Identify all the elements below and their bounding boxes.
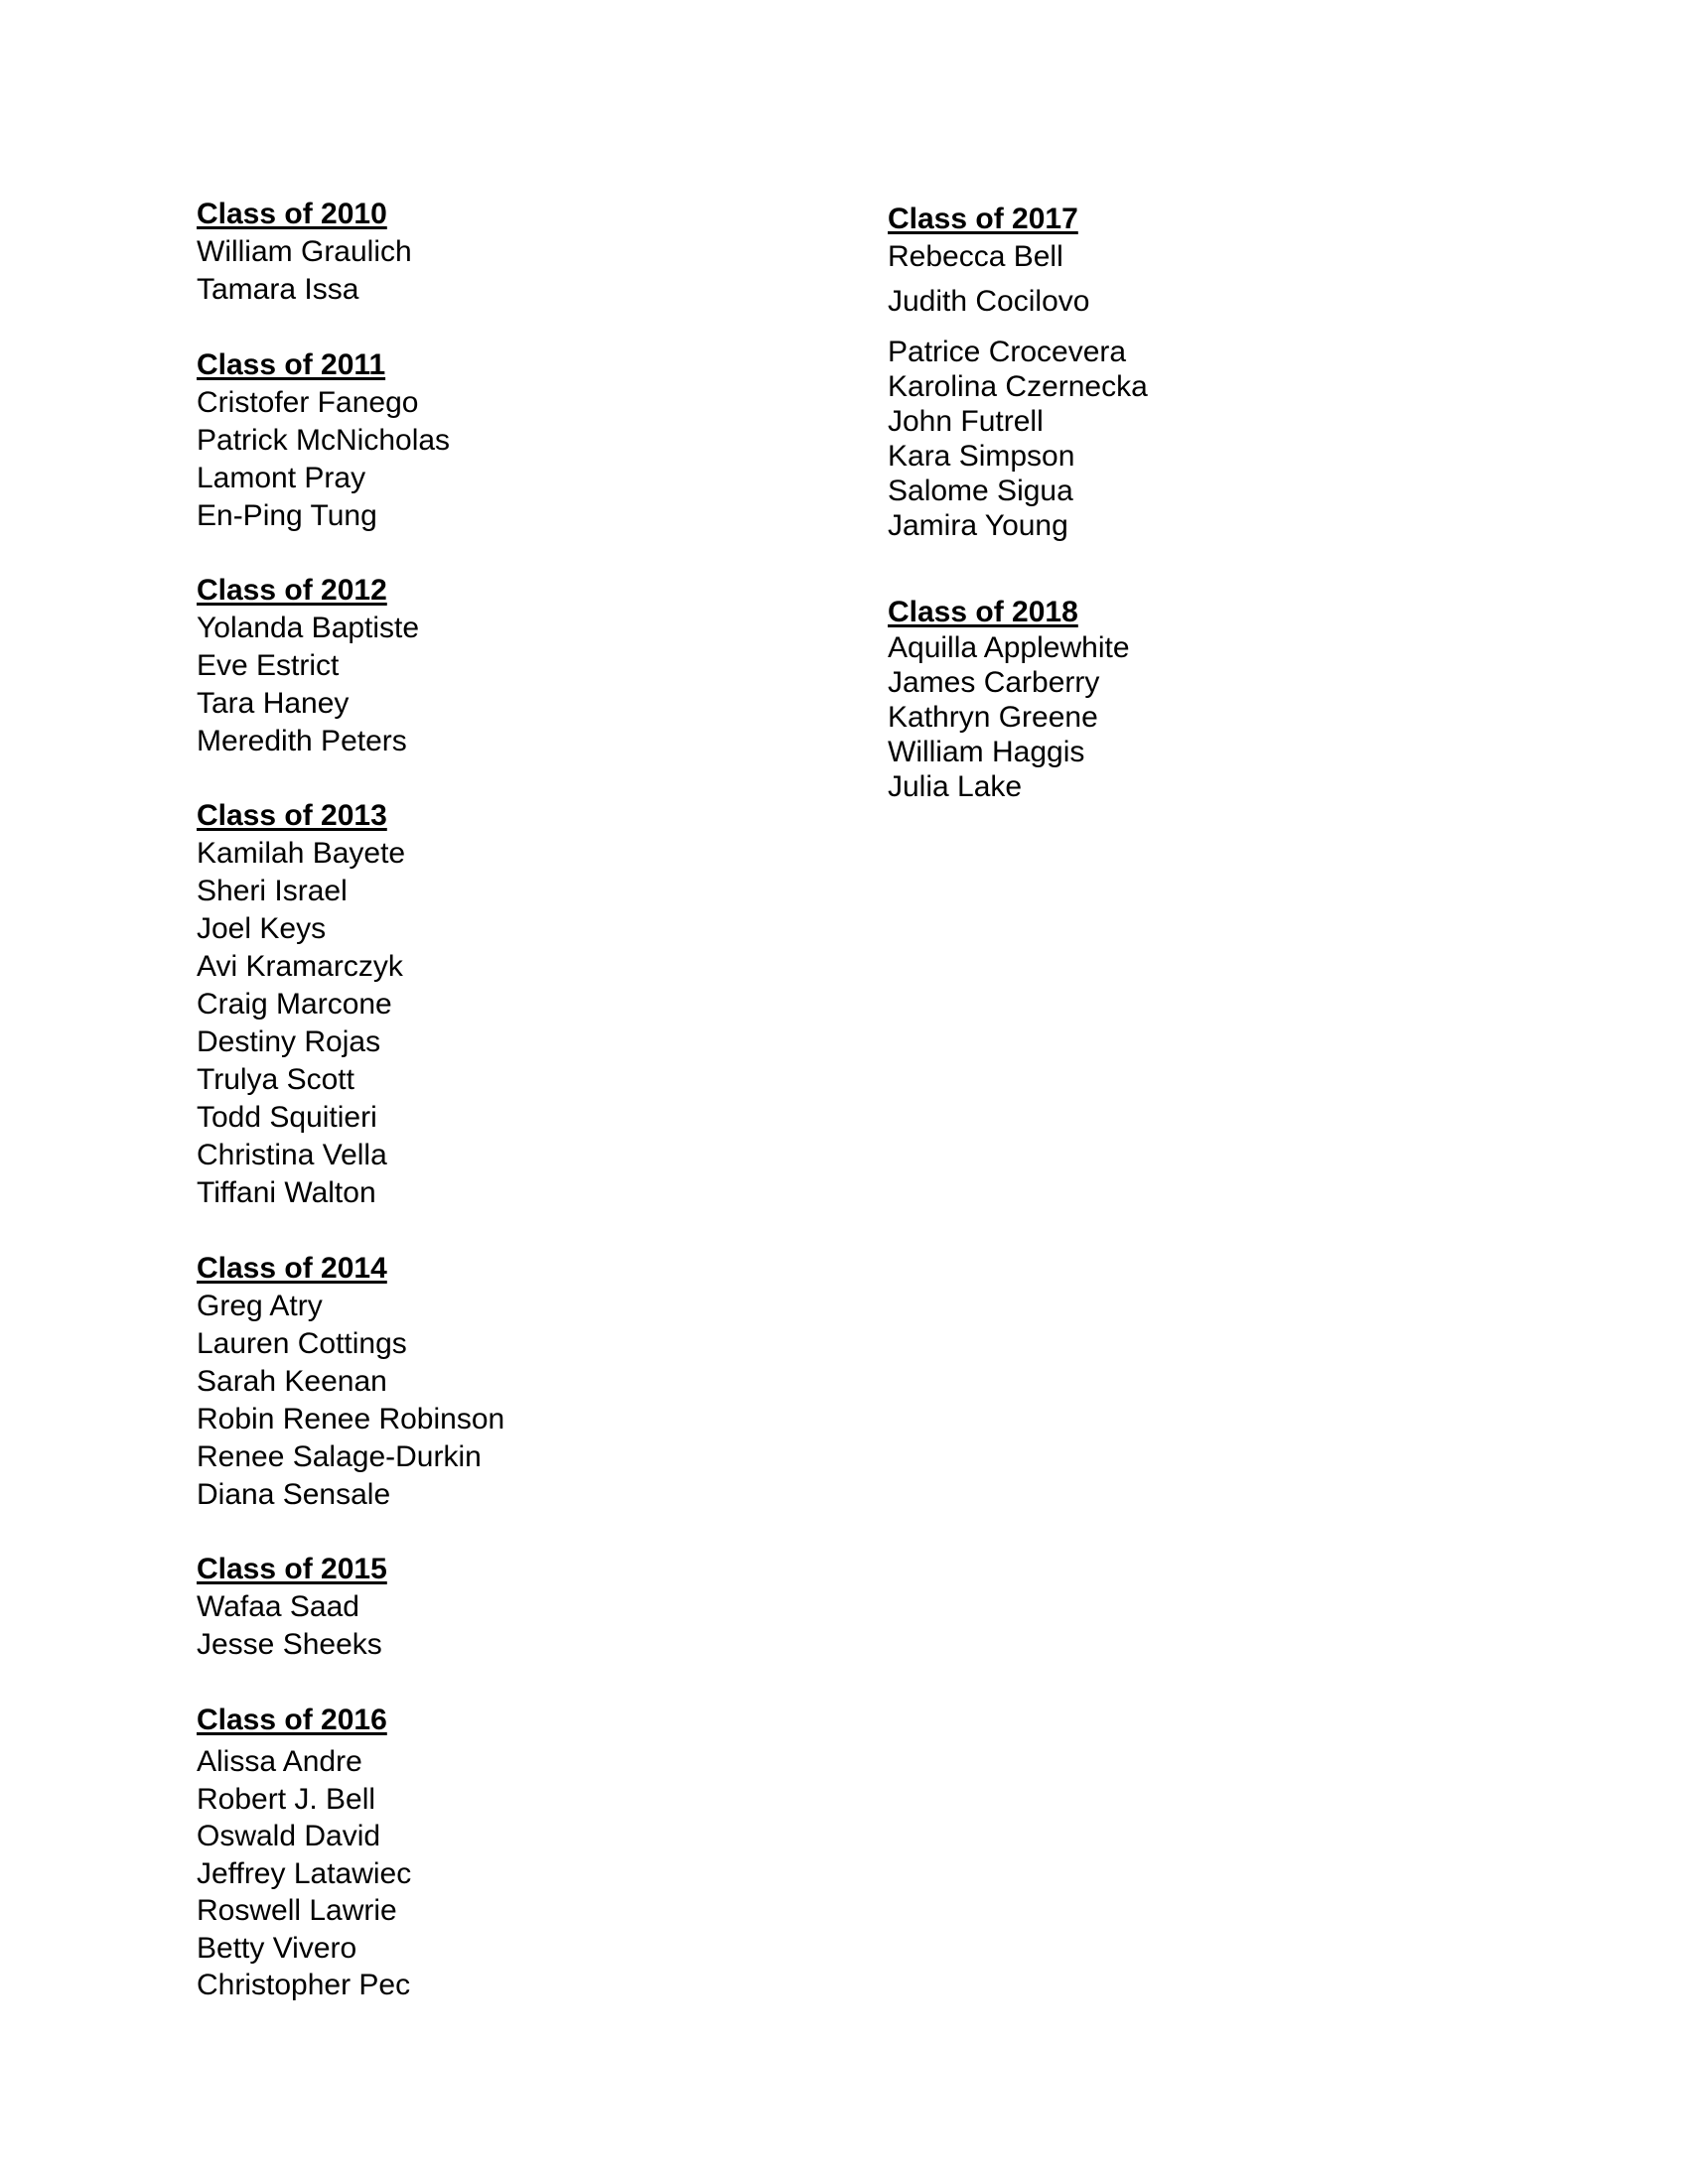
member-name: Kara Simpson — [888, 440, 1075, 473]
member-name: Tamara Issa — [197, 273, 359, 306]
member-name: Julia Lake — [888, 770, 1023, 803]
class-heading: Class of 2013 — [197, 799, 387, 832]
member-name: Christopher Pec — [197, 1969, 411, 2001]
member-name: Robin Renee Robinson — [197, 1403, 505, 1435]
member-name: Alissa Andre — [197, 1745, 362, 1778]
class-heading: Class of 2018 — [888, 596, 1078, 628]
member-name: James Carberry — [888, 666, 1100, 699]
member-name: Craig Marcone — [197, 988, 392, 1021]
member-name: Todd Squitieri — [197, 1101, 377, 1134]
member-name: William Graulich — [197, 235, 412, 268]
member-name: Kamilah Bayete — [197, 837, 406, 870]
member-name: Patrick McNicholas — [197, 424, 451, 457]
member-name: Renee Salage-Durkin — [197, 1440, 482, 1473]
member-name: Tara Haney — [197, 687, 350, 720]
member-name: Kathryn Greene — [888, 701, 1098, 734]
member-name: Roswell Lawrie — [197, 1894, 397, 1927]
member-name: Robert J. Bell — [197, 1782, 376, 1816]
member-name: Salome Sigua — [888, 475, 1073, 507]
member-name: Sarah Keenan — [197, 1365, 387, 1398]
class-heading: Class of 2012 — [197, 574, 387, 607]
member-name: Joel Keys — [197, 912, 327, 945]
member-name: Lauren Cottings — [197, 1327, 407, 1360]
member-name: Wafaa Saad — [197, 1590, 359, 1623]
member-name: Destiny Rojas — [197, 1025, 381, 1058]
member-name: Patrice Crocevera — [888, 336, 1127, 368]
member-name: Jamira Young — [888, 509, 1068, 542]
member-name: Eve Estrict — [197, 649, 340, 682]
class-heading: Class of 2016 — [197, 1704, 387, 1736]
class-heading: Class of 2015 — [197, 1553, 387, 1585]
member-name: William Haggis — [888, 736, 1085, 768]
member-name: Christina Vella — [197, 1139, 387, 1171]
member-name: Judith Cocilovo — [888, 285, 1090, 318]
member-name: Betty Vivero — [197, 1931, 357, 1965]
member-name: Diana Sensale — [197, 1478, 391, 1511]
member-name: Jeffrey Latawiec — [197, 1856, 412, 1890]
member-name: Oswald David — [197, 1820, 381, 1852]
member-name: Meredith Peters — [197, 725, 407, 757]
member-name: Cristofer Fanego — [197, 386, 419, 419]
member-name: Yolanda Baptiste — [197, 612, 420, 644]
member-name: Aquilla Applewhite — [888, 631, 1130, 664]
member-name: Jesse Sheeks — [197, 1628, 382, 1661]
class-heading: Class of 2017 — [888, 203, 1078, 235]
class-heading: Class of 2010 — [197, 198, 387, 230]
member-name: Avi Kramarczyk — [197, 950, 403, 983]
class-heading: Class of 2011 — [197, 348, 386, 381]
member-name: John Futrell — [888, 405, 1044, 438]
member-name: Karolina Czernecka — [888, 370, 1148, 403]
member-name: Tiffani Walton — [197, 1176, 376, 1209]
member-name: Greg Atry — [197, 1290, 323, 1322]
class-heading: Class of 2014 — [197, 1252, 387, 1285]
member-name: Rebecca Bell — [888, 240, 1063, 273]
member-name: Sheri Israel — [197, 875, 348, 907]
member-name: Trulya Scott — [197, 1063, 354, 1096]
member-name: Lamont Pray — [197, 462, 366, 494]
member-name: En-Ping Tung — [197, 499, 377, 532]
